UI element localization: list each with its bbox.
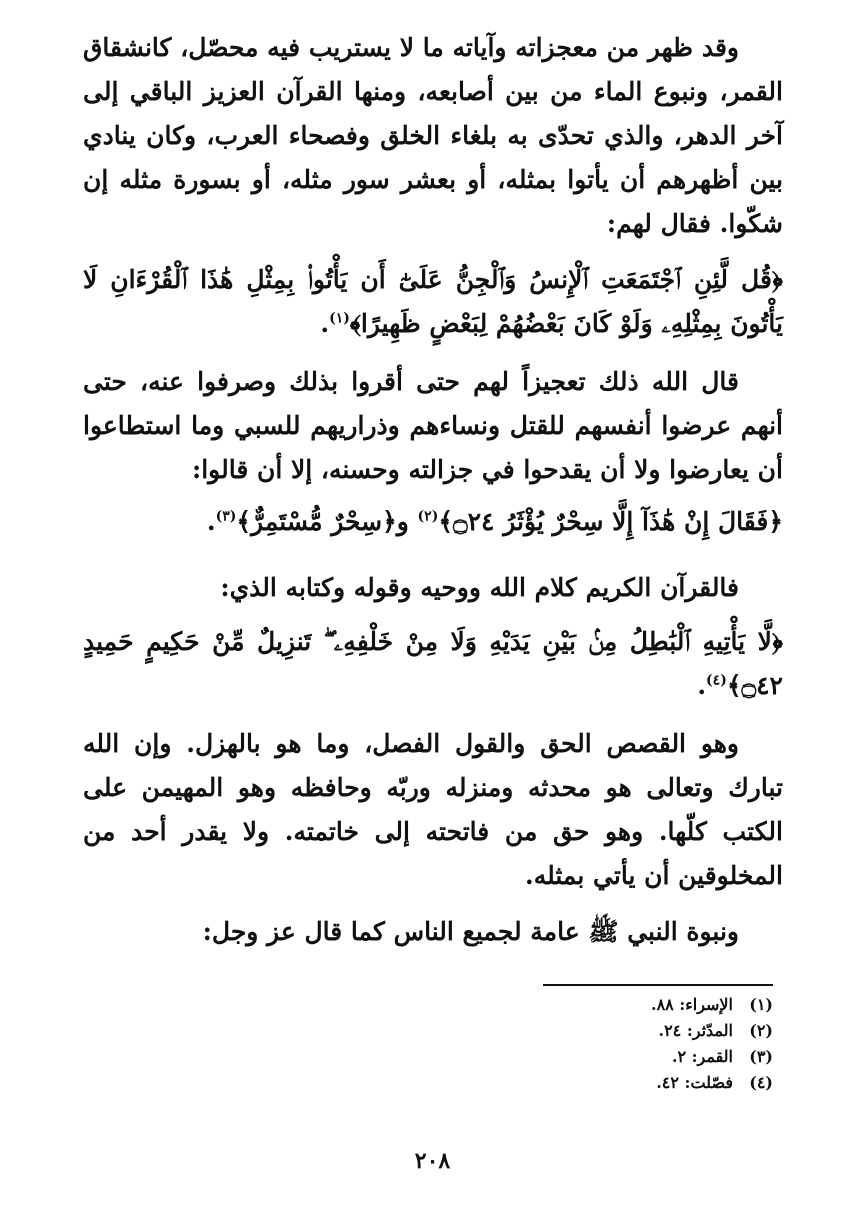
paragraph-prophethood: ونبوة النبي ﷺ عامة لجميع الناس كما قال عز وجل: <box>202 917 739 946</box>
footnote-number: (٤) <box>749 1073 773 1092</box>
paragraph-truth: وهو القصص الحق والقول الفصل، وما هو بالهزل. وإن الله تبارك وتعالى هو محدثه ومنزله وربّه وحافظه وهو المهيمن على الكتب كلّها. وهو حق من فاتحته إلى خاتمته. ولا يقدر أحد من المخلوقين أن يأتي بمثله. <box>83 729 783 890</box>
footnote-item <box>473 1070 773 1096</box>
footnote-text: فصّلت: ٤٢. <box>656 1073 733 1092</box>
verse-end: . <box>697 671 707 700</box>
footnote-text: القمر: ٢. <box>671 1047 733 1066</box>
paragraph-quran-word: فالقرآن الكريم كلام الله ووحيه وقوله وكتابه الذي: <box>220 573 739 602</box>
verse-end: . <box>206 507 216 536</box>
footnote-number: (١) <box>749 995 773 1014</box>
page-number: ٢٠٨ <box>414 1148 451 1174</box>
quran-verse-isra <box>83 258 783 346</box>
verse-text: ﴿قُل لَّئِنِ ٱجْتَمَعَتِ ٱلْإِنسُ وَٱلْجِنُّ عَلَىٰٓ أَن يَأْتُوا۟ بِمِثْلِ هَٰذَا ٱلْقُرْءَانِ لَا يَأْتُونَ بِمِثْلِهِۦ وَلَوْ كَانَ بَعْضُهُمْ لِبَعْضٍ ظَهِيرًا﴾ <box>83 265 783 338</box>
verse-text: ﴿لَّا يَأْتِيهِ ٱلْبَٰطِلُ مِنۢ بَيْنِ يَدَيْهِ وَلَا مِنْ خَلْفِهِۦ ۖ تَنزِيلٌ مِّنْ حَكِيمٍ حَمِيدٍ ۝٤٢﴾ <box>83 627 783 700</box>
footnote-number: (٣) <box>749 1047 773 1066</box>
conjunction: و <box>396 507 418 536</box>
paragraph-miracles: وقد ظهر من معجزاته وآياته ما لا يستريب فيه محصّل، كانشقاق القمر، ونبوع الماء من بين أصابعه، ومنها القرآن العزيز الباقي إلى آخر الدهر، والذي تحدّى به بلغاء الخلق وفصحاء العرب، وكان ينادي بين أظهرهم أن يأتوا بمثله، أو بعشر سور مثله، أو بسورة مثله إن شكّوا. فقال لهم: <box>83 33 783 238</box>
footnote-ref-2: (٢) <box>417 508 439 525</box>
quran-verse-muddaththir-qamar <box>83 500 783 544</box>
verse-end: . <box>320 309 330 338</box>
footnote-text: المدّثر: ٢٤. <box>658 1021 733 1040</box>
footnote-text: الإسراء: ٨٨. <box>650 995 733 1014</box>
footnote-item <box>473 1044 773 1070</box>
footnotes-list <box>473 992 773 1096</box>
footnote-number: (٢) <box>749 1021 773 1040</box>
paragraph-challenge: قال الله ذلك تعجيزاً لهم حتى أقروا بذلك وصرفوا عنه، حتى أنهم عرضوا أنفسهم للقتل ونساءهم وذراريهم للسبي وما استطاعوا أن يعارضوا ولا أن يقدحوا في جزالته وحسنه، إلا أن قالوا: <box>83 367 783 484</box>
footnote-item <box>473 992 773 1018</box>
footnote-ref-3: (٣) <box>215 508 237 525</box>
quran-verse-fussilat <box>83 620 783 708</box>
verse-text: ﴿سِحْرٌ مُّسْتَمِرٌّ﴾ <box>236 507 397 536</box>
footnote-ref-4: (٤) <box>706 672 727 689</box>
footnote-ref-1: (١) <box>329 310 350 327</box>
footnote-divider <box>543 984 773 986</box>
verse-text: ﴿فَقَالَ إِنْ هَٰذَآ إِلَّا سِحْرٌ يُؤْثَرُ ۝٢٤﴾ <box>438 507 783 536</box>
footnote-item <box>473 1018 773 1044</box>
